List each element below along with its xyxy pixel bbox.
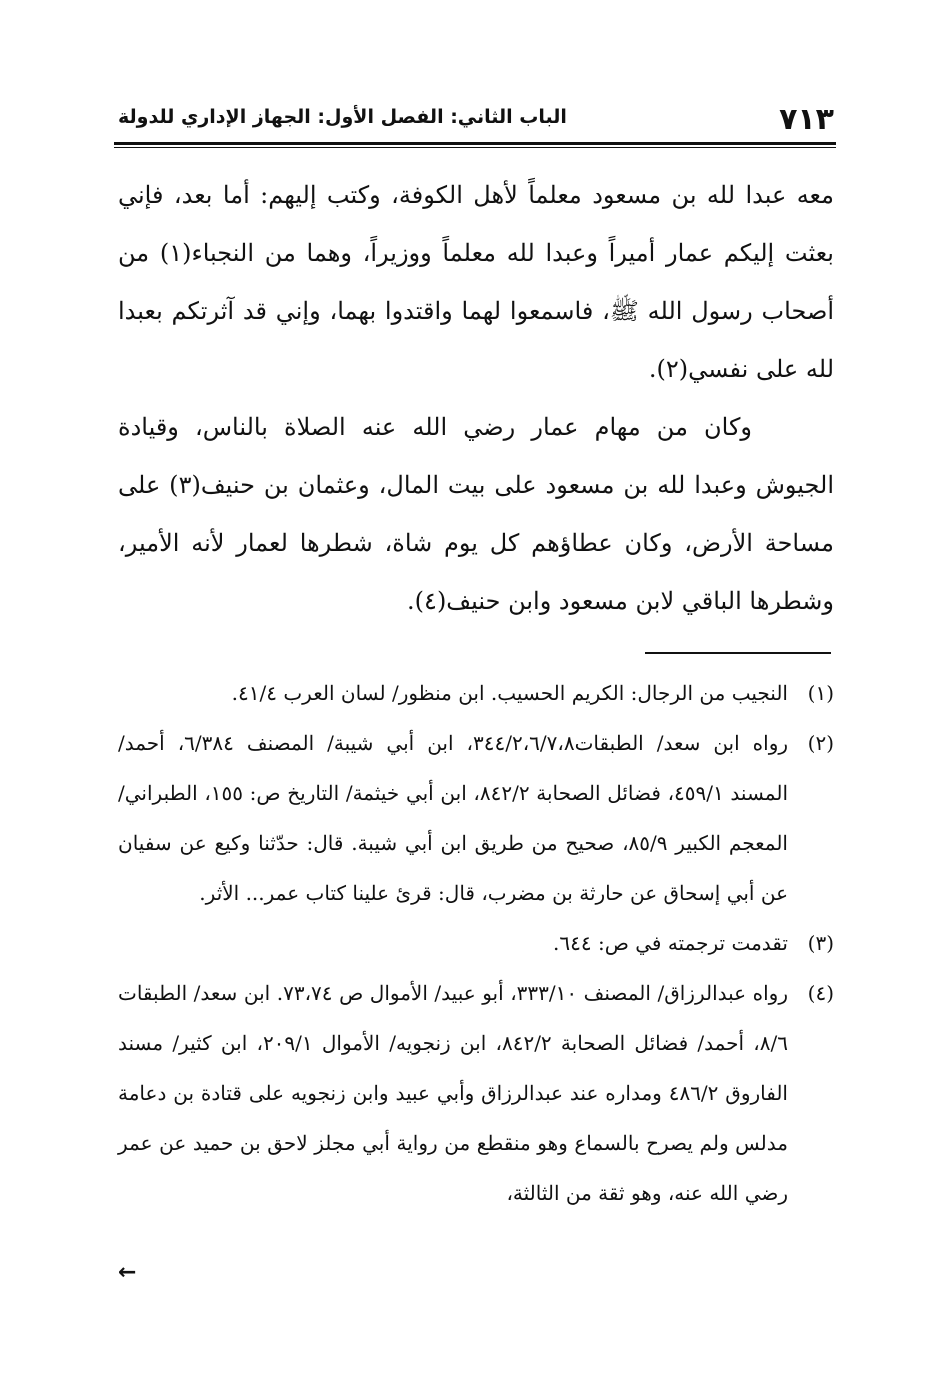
footnote <box>118 968 834 1218</box>
footnote-marker: (٢) <box>807 731 834 755</box>
footnote-text: رواه ابن سعد/ الطبقات٣٤٤/٢،٦/٧،٨، ابن أبي شيبة/ المصنف ٦/٣٨٤، أحمد/ المسند ٤٥٩/١، فضائل الصحابة ٨٤٢/٢، ابن أبي خيثمة/ التاريخ ص: ١٥٥، الطبراني/ المعجم الكبير ٨٥/٩، صحيح من طريق ابن أبي شيبة. قال: حدّثنا وكيع عن سفيان عن أبي إسحاق عن حارثة بن مضرب، قال: قرئ علينا كتاب عمر... الأثر. <box>118 731 789 905</box>
footnotes <box>118 668 834 1218</box>
footnote <box>118 918 834 968</box>
footnote <box>118 718 834 918</box>
header-rule <box>114 142 836 148</box>
footnote-separator <box>645 652 831 654</box>
body-paragraph: معه عبدا لله بن مسعود معلماً لأهل الكوفة، وكتب إليهم: أما بعد، فإني بعثت إليكم عمار أميراً وعبدا لله معلماً ووزيراً، وهما من النجباء(١) من أصحاب رسول الله ﷺ، فاسمعوا لهما واقتدوا بهما، وإني قد آثرتكم بعبدا لله على نفسي(٢). <box>118 181 834 383</box>
running-title: الباب الثاني: الفصل الأول: الجهاز الإداري للدولة <box>118 106 567 128</box>
footnote-text: تقدمت ترجمته في ص: ٦٤٤. <box>553 931 788 955</box>
footnote-text: رواه عبدالرزاق/ المصنف ٣٣٣/١٠، أبو عبيد/ الأموال ص ٧٣،٧٤. ابن سعد/ الطبقات ٨/٦، أحمد/ فضائل الصحابة ٨٤٢/٢، ابن زنجويه/ الأموال ٢٠٩/١، ابن كثير/ مسند الفاروق ٤٨٦/٢ ومداره عند عبدالرزاق وأبي عبيد وابن زنجويه على قتادة بن دعامة مدلس ولم يصرح بالسماع وهو منقطع من رواية أبي مجلز لاحق بن حميد عن عمر رضي الله عنه، وهو ثقة من الثالثة، <box>118 981 789 1205</box>
page-header <box>118 100 834 140</box>
main-text <box>118 166 834 630</box>
footnote-marker: (٣) <box>807 931 834 955</box>
continuation-arrow-icon: ← <box>118 1260 137 1285</box>
footnote <box>118 668 834 718</box>
footnote-text: النجيب من الرجال: الكريم الحسيب. ابن منظور/ لسان العرب ٤١/٤. <box>231 681 788 705</box>
body-paragraph: وكان من مهام عمار رضي الله عنه الصلاة بالناس، وقيادة الجيوش وعبدا لله بن مسعود على بيت المال، وعثمان بن حنيف(٣) على مساحة الأرض، وكان عطاؤهم كل يوم شاة، شطرها لعمار لأنه الأمير، وشطرها الباقي لابن مسعود وابن حنيف(٤). <box>118 413 835 615</box>
footnote-marker: (١) <box>807 681 834 705</box>
footnote-marker: (٤) <box>807 981 834 1005</box>
page-number: ٧١٣ <box>779 102 834 137</box>
